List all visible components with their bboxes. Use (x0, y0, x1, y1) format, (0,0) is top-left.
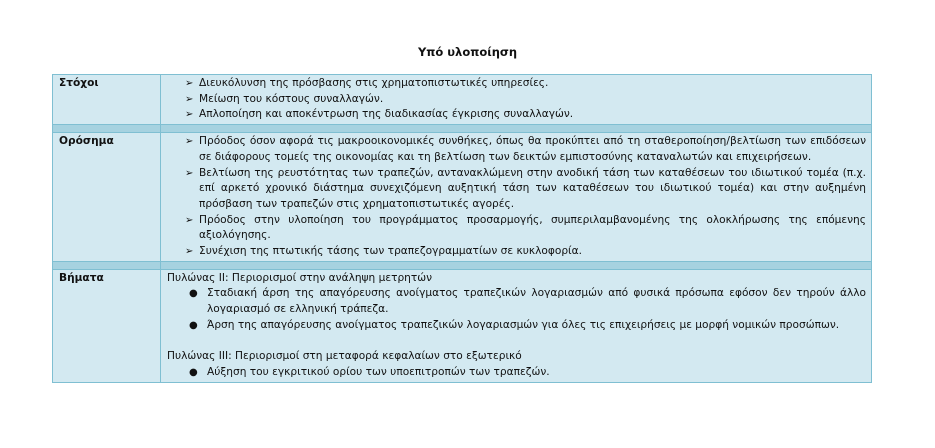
list-item-text: Σταδιακή άρση της απαγόρευσης ανοίγματος τραπεζικών λογαριασμών από φυσικά πρόσωπα εφόσον δεν τηρούν άλλο λογαριασμό σε ελληνική τράπεζα. (207, 287, 866, 316)
list-item-text: Απλοποίηση και αποκέντρωση της διαδικασίας έγκρισης συναλλαγών. (199, 108, 574, 121)
list-item (185, 92, 866, 108)
dot-bullet-icon: ● (189, 288, 198, 300)
list-item-text: Άρση της απαγόρευσης ανοίγματος τραπεζικών λογαριασμών για όλες τις επιχειρήσεις με μορφή νομικών προσώπων. (207, 318, 840, 331)
list-item (185, 166, 866, 213)
list-item (187, 365, 866, 381)
list-item (187, 318, 866, 334)
milestones-label: Ορόσημα (53, 133, 161, 262)
milestones-content (161, 133, 872, 262)
list-item-text: Βελτίωση της ρευστότητας των τραπεζών, αντανακλώμενη στην ανοδική τάση των καταθέσεων του ιδιωτικού τομέα (π.χ. επί αρκετό χρονικό διάστημα συνεχιζόμενη αυξητική τάση των καταθέσεων του ιδιωτικού τομέα) και στην αυξημένη πρόσβαση των τραπεζών στις χρηματοπιστωτικές αγορές. (199, 166, 866, 210)
list-item (185, 134, 866, 165)
arrow-bullet-icon: ➢ (185, 109, 194, 121)
spacer-cell (53, 125, 161, 133)
arrow-bullet-icon: ➢ (185, 93, 194, 105)
steps-row (53, 269, 872, 382)
list-item-text: Πρόοδος στην υλοποίηση του προγράμματος προσαρμογής, συμπεριλαμβανομένης της ολοκλήρωσης της επόμενης αξιολόγησης. (199, 213, 866, 242)
paragraph-gap (167, 334, 866, 350)
steps-label: Βήματα (53, 269, 161, 382)
spacer-cell (161, 261, 872, 269)
pillar-list (167, 286, 866, 333)
list-item-text: Πρόοδος όσον αφορά τις μακροοικονομικές συνθήκες, όπως θα προκύπτει από τη σταθεροποίηση/βελτίωση των επιδόσεων σε διάφορους τομείς της οικονομίας και τη βελτίωση των δεικτών εμπιστοσύνης καταναλωτών και επιχειρήσεων. (199, 135, 866, 163)
spacer-cell (53, 261, 161, 269)
list-item-text: Αύξηση του εγκριτικού ορίου των υποεπιτροπών των τραπεζών. (207, 365, 550, 378)
arrow-bullet-icon: ➢ (185, 246, 194, 258)
pillar-heading: Πυλώνας ΙΙ: Περιορισμοί στην ανάληψη μετρητών (167, 271, 433, 284)
pillar-list (167, 365, 866, 381)
status-table (52, 74, 872, 383)
list-item-text: Διευκόλυνση της πρόσβασης στις χρηματοπιστωτικές υπηρεσίες. (199, 77, 549, 89)
list-item (185, 107, 866, 123)
spacer-row (53, 125, 872, 133)
goals-list (167, 76, 866, 123)
list-item (185, 213, 866, 244)
pillar-heading: Πυλώνας ΙΙΙ: Περιορισμοί στη μεταφορά κεφαλαίων στο εξωτερικό (167, 350, 522, 363)
goals-label: Στόχοι (53, 75, 161, 125)
document-title: Υπό υλοποίηση (417, 45, 518, 59)
steps-content (161, 269, 872, 382)
milestones-row (53, 133, 872, 262)
dot-bullet-icon: ● (189, 366, 198, 378)
list-item (185, 244, 866, 260)
arrow-bullet-icon: ➢ (185, 78, 194, 89)
arrow-bullet-icon: ➢ (185, 214, 194, 226)
list-item-text: Μείωση του κόστους συναλλαγών. (199, 92, 384, 105)
arrow-bullet-icon: ➢ (185, 136, 194, 148)
goals-row (53, 75, 872, 125)
milestones-list (167, 134, 866, 260)
list-item-text: Συνέχιση της πτωτικής τάσης των τραπεζογραμματίων σε κυκλοφορία. (199, 245, 582, 258)
spacer-cell (161, 125, 872, 133)
goals-content (161, 75, 872, 125)
list-item (185, 76, 866, 92)
arrow-bullet-icon: ➢ (185, 167, 194, 179)
list-item (187, 286, 866, 317)
dot-bullet-icon: ● (189, 319, 198, 331)
spacer-row (53, 261, 872, 269)
